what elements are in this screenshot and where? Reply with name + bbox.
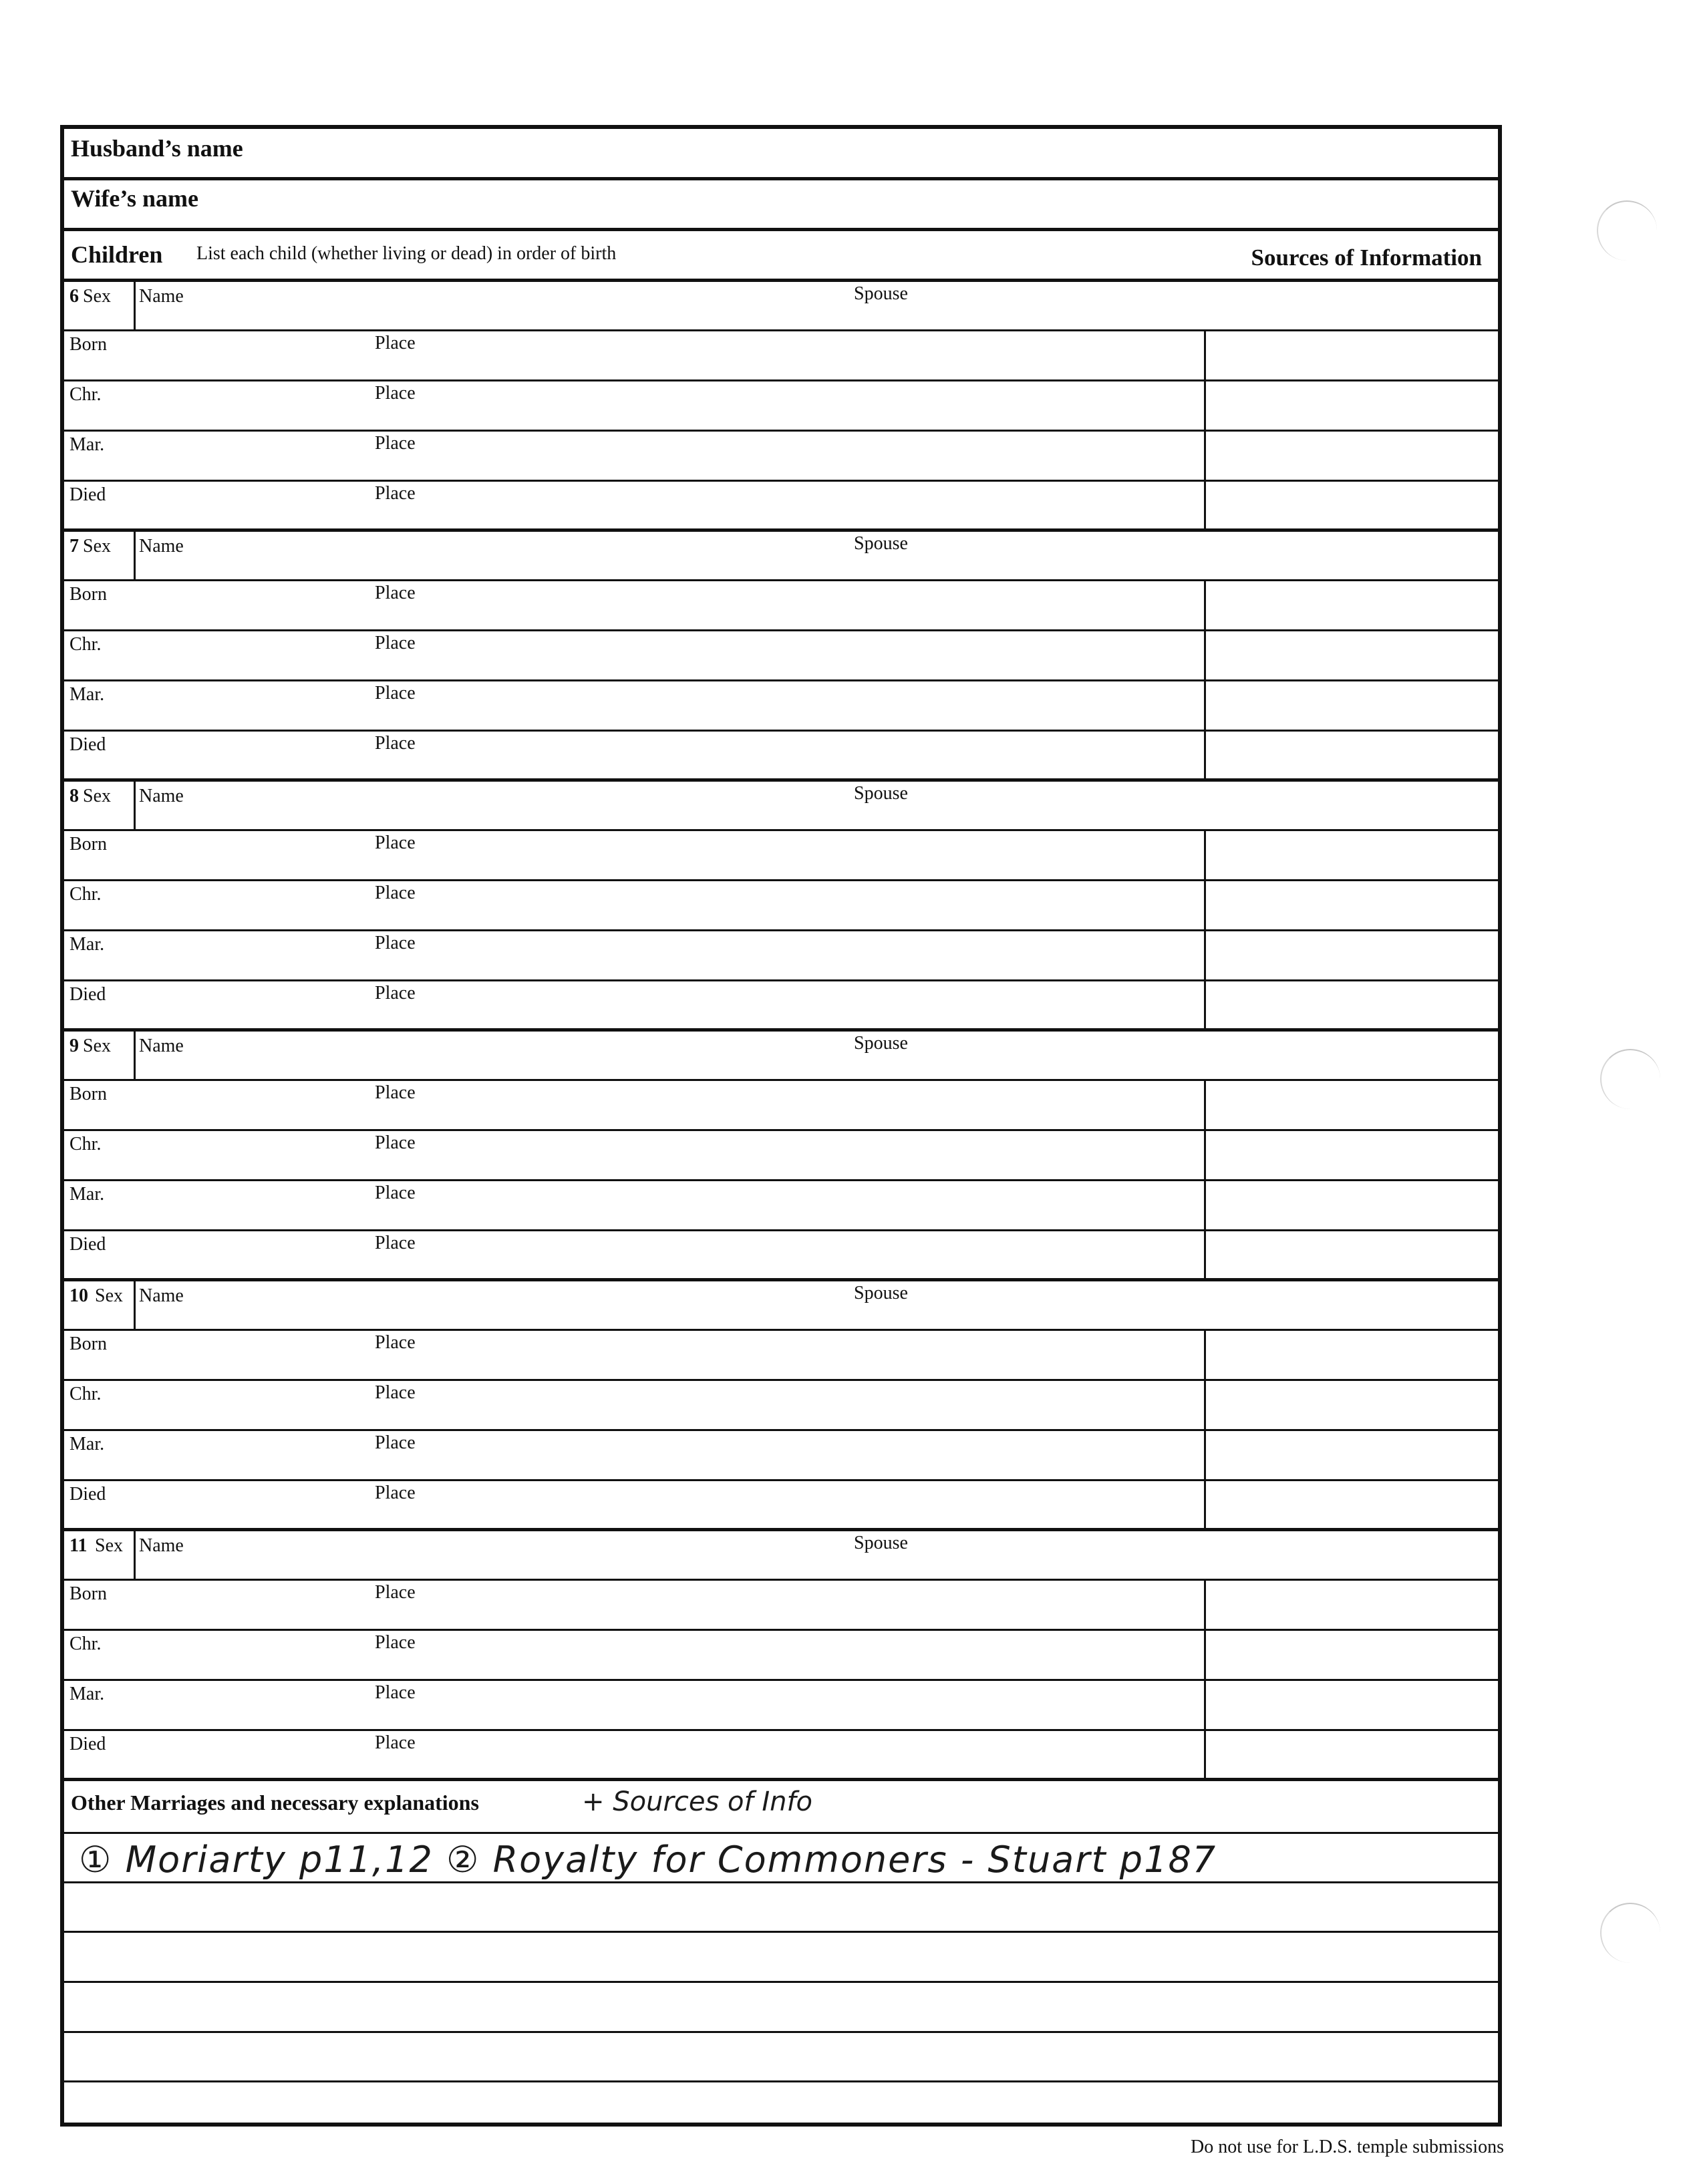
handwritten-sources-line: ① Moriarty p11,12 ② Royalty for Commoners - Stuart p187 — [79, 1839, 1217, 1881]
notes-line — [64, 1981, 1498, 1983]
chr-row — [64, 881, 1498, 931]
died-label: Died — [69, 1234, 106, 1255]
child-block-11 — [64, 1531, 1498, 1781]
wife-row — [64, 180, 1498, 231]
notes-line — [64, 1881, 1498, 1883]
mar-row — [64, 931, 1498, 981]
child-number: 11 — [69, 1535, 88, 1556]
child-name-label: Name — [139, 536, 184, 557]
born-row — [64, 331, 1498, 381]
place-label: Place — [375, 883, 416, 903]
sources-column-divider — [1204, 331, 1206, 528]
died-row — [64, 732, 1498, 782]
chr-row — [64, 631, 1498, 681]
chr-row — [64, 381, 1498, 432]
notes-line — [64, 2080, 1498, 2082]
child-name-row — [64, 532, 1498, 581]
place-label: Place — [375, 1082, 416, 1103]
place-label: Place — [375, 1682, 416, 1703]
child-name-label: Name — [139, 786, 184, 806]
chr-label: Chr. — [69, 1384, 102, 1404]
sex-label: Sex — [95, 1285, 123, 1306]
child-name-label: Name — [139, 286, 184, 307]
chr-row — [64, 1381, 1498, 1431]
chr-label: Chr. — [69, 634, 102, 655]
spouse-label: Spouse — [854, 1033, 908, 1054]
born-row — [64, 831, 1498, 881]
born-label: Born — [69, 334, 107, 355]
mar-row — [64, 1431, 1498, 1481]
sources-column-divider — [1204, 831, 1206, 1028]
mar-label: Mar. — [69, 1184, 105, 1205]
sex-label: Sex — [83, 286, 111, 307]
place-label: Place — [375, 1183, 416, 1203]
mar-row — [64, 681, 1498, 732]
sources-of-information-title: Sources of Information — [1251, 245, 1482, 271]
punch-hole-mark — [1597, 200, 1657, 261]
chr-label: Chr. — [69, 884, 102, 905]
died-label: Died — [69, 484, 106, 505]
mar-row — [64, 1181, 1498, 1231]
sex-label: Sex — [83, 1036, 111, 1056]
sex-label: Sex — [83, 786, 111, 806]
notes-line — [64, 1931, 1498, 1933]
place-label: Place — [375, 333, 416, 353]
died-row — [64, 1731, 1498, 1781]
child-block-10 — [64, 1281, 1498, 1531]
child-name-row — [64, 1531, 1498, 1581]
place-label: Place — [375, 483, 416, 504]
born-label: Born — [69, 1084, 107, 1104]
mar-label: Mar. — [69, 1684, 105, 1704]
child-name-label: Name — [139, 1535, 184, 1556]
child-name-row — [64, 282, 1498, 331]
children-header-row — [64, 231, 1498, 282]
child-block-9 — [64, 1032, 1498, 1281]
child-name-row — [64, 1032, 1498, 1081]
husband-row — [64, 129, 1498, 180]
child-number: 9 — [69, 1036, 79, 1056]
place-label: Place — [375, 832, 416, 853]
place-label: Place — [375, 383, 416, 404]
died-label: Died — [69, 1734, 106, 1754]
spouse-label: Spouse — [854, 1283, 908, 1303]
born-label: Born — [69, 1334, 107, 1354]
chr-row — [64, 1131, 1498, 1181]
mar-label: Mar. — [69, 1434, 105, 1454]
child-name-label: Name — [139, 1036, 184, 1056]
place-label: Place — [375, 1483, 416, 1503]
other-marriages-label: Other Marriages and necessary explanations — [71, 1790, 479, 1815]
died-row — [64, 1231, 1498, 1281]
child-number: 10 — [69, 1285, 88, 1306]
born-label: Born — [69, 1583, 107, 1604]
place-label: Place — [375, 433, 416, 454]
sources-column-divider — [1204, 1581, 1206, 1778]
place-label: Place — [375, 1332, 416, 1353]
spouse-label: Spouse — [854, 1533, 908, 1553]
place-label: Place — [375, 1132, 416, 1153]
place-label: Place — [375, 1382, 416, 1403]
place-label: Place — [375, 1632, 416, 1653]
born-row — [64, 1081, 1498, 1131]
died-label: Died — [69, 734, 106, 755]
child-block-7 — [64, 532, 1498, 782]
died-row — [64, 482, 1498, 532]
died-label: Died — [69, 1484, 106, 1505]
sex-label: Sex — [95, 1535, 123, 1556]
child-name-row — [64, 1281, 1498, 1331]
punch-hole-mark — [1600, 1049, 1660, 1109]
place-label: Place — [375, 633, 416, 653]
born-label: Born — [69, 834, 107, 854]
chr-row — [64, 1631, 1498, 1681]
sex-name-divider — [134, 1281, 136, 1329]
family-group-form — [60, 125, 1502, 2127]
place-label: Place — [375, 1233, 416, 1253]
handwritten-sources-note: + Sources of Info — [582, 1786, 813, 1817]
born-row — [64, 1581, 1498, 1631]
chr-label: Chr. — [69, 1633, 102, 1654]
footer-disclaimer: Do not use for L.D.S. temple submissions — [1191, 2137, 1504, 2157]
notes-line — [64, 2031, 1498, 2033]
child-block-8 — [64, 782, 1498, 1032]
child-number: 7 — [69, 536, 79, 557]
child-number: 8 — [69, 786, 79, 806]
sources-column-divider — [1204, 1081, 1206, 1278]
child-block-6 — [64, 282, 1498, 532]
sex-name-divider — [134, 532, 136, 579]
born-row — [64, 1331, 1498, 1381]
notes-line — [64, 1832, 1498, 1834]
place-label: Place — [375, 683, 416, 704]
punch-hole-mark — [1600, 1903, 1660, 1963]
mar-row — [64, 1681, 1498, 1731]
children-title: Children — [71, 241, 163, 268]
child-number: 6 — [69, 286, 79, 307]
place-label: Place — [375, 733, 416, 754]
spouse-label: Spouse — [854, 783, 908, 804]
died-label: Died — [69, 984, 106, 1005]
mar-label: Mar. — [69, 434, 105, 455]
mar-label: Mar. — [69, 934, 105, 955]
died-row — [64, 981, 1498, 1032]
sex-name-divider — [134, 1032, 136, 1079]
chr-label: Chr. — [69, 1134, 102, 1154]
sex-name-divider — [134, 282, 136, 329]
spouse-label: Spouse — [854, 533, 908, 554]
place-label: Place — [375, 1432, 416, 1453]
place-label: Place — [375, 1582, 416, 1603]
born-row — [64, 581, 1498, 631]
child-name-label: Name — [139, 1285, 184, 1306]
place-label: Place — [375, 983, 416, 1003]
mar-label: Mar. — [69, 684, 105, 705]
spouse-label: Spouse — [854, 283, 908, 304]
mar-row — [64, 432, 1498, 482]
place-label: Place — [375, 1732, 416, 1753]
died-row — [64, 1481, 1498, 1531]
sources-column-divider — [1204, 1331, 1206, 1528]
place-label: Place — [375, 933, 416, 953]
sex-name-divider — [134, 1531, 136, 1579]
sex-name-divider — [134, 782, 136, 829]
children-instruction: List each child (whether living or dead) in order of birth — [196, 243, 617, 264]
sex-label: Sex — [83, 536, 111, 557]
other-marriages-section — [64, 1784, 1498, 2123]
husband-name-label: Husband’s name — [71, 135, 243, 162]
place-label: Place — [375, 583, 416, 603]
born-label: Born — [69, 584, 107, 605]
child-name-row — [64, 782, 1498, 831]
wife-name-label: Wife’s name — [71, 185, 198, 212]
chr-label: Chr. — [69, 384, 102, 405]
sources-column-divider — [1204, 581, 1206, 778]
